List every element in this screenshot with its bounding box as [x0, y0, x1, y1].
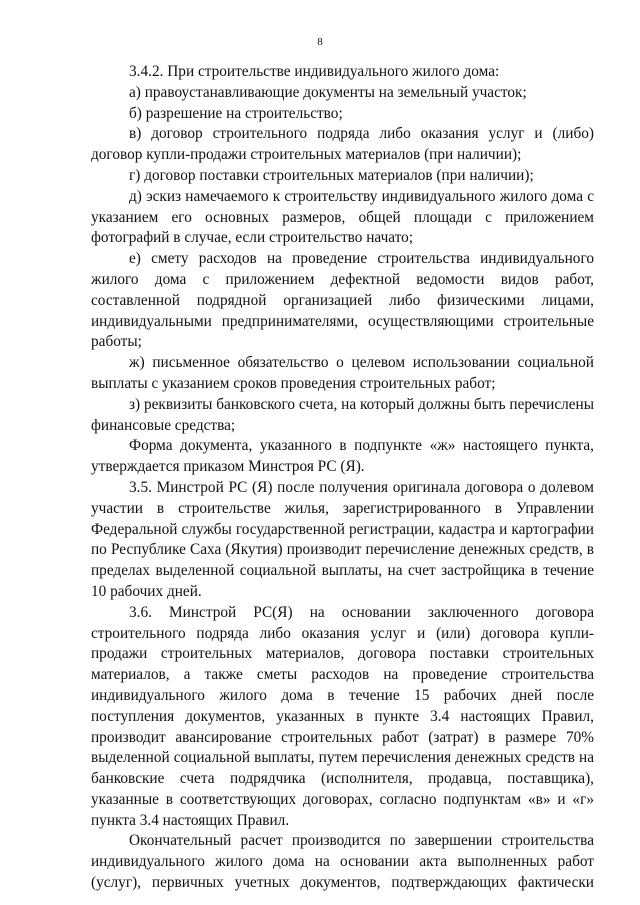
- list-item-d: д) эскиз намечаемого к строительству индивидуального жилого дома с указанием его основных размеров, общей площади с приложением фотографий в случае, если строительство начато;: [91, 187, 594, 247]
- list-item-e: е) смету расходов на проведение строительства индивидуального жилого дома с приложением дефектной ведомости видов работ, составленной подрядной организацией либо физическими лицами, индивидуальными предпринимателями, осуществляющими строительные работы;: [91, 250, 594, 351]
- list-item-v: в) договор строительного подряда либо оказания услуг и (либо) договор купли-продажи строительных материалов (при наличии);: [91, 125, 594, 164]
- page-number: 8: [317, 36, 323, 48]
- list-item-zh: ж) письменное обязательство о целевом использовании социальной выплаты с указанием сроков проведения строительных работ;: [91, 354, 594, 392]
- document-body: [91, 62, 594, 894]
- list-item-z: з) реквизиты банковского счета, на который должны быть перечислены финансовые средства;: [91, 395, 595, 434]
- paragraph-3-4-2: 3.4.2. При строительстве индивидуального жилого дома:: [129, 63, 500, 80]
- paragraph-3-5: 3.5. Минстрой РС (Я) после получения оригинала договора о долевом участии в строительстве жилья, зарегистрированного в Управлении Федеральной службы государственной регистрации, кадастра и картографии по Республике Саха (Якутия) производит перечисление денежных средств, в пределах выделенной социальной выплаты, на счет застройщика в течение 10 рабочих дней.: [91, 478, 594, 600]
- paragraph-3-6: 3.6. Минстрой РС(Я) на основании заключенного договора строительного подряда либо оказания услуг и (или) договора купли-продажи строительных материалов, договора поставки строительных материалов, а также сметы расходов на проведение строительства индивидуального жилого дома в течение 15 рабочих дней после поступления документов, указанных в пункте 3.4 настоящих Правил, производит авансирование строительных работ (затрат) в размере 70% выделенной социальной выплаты, путем перечисления денежных средств на банковские счета подрядчика (исполнителя, продавца, поставщика), указанные в соответствующих договорах, согласно подпунктам «в» и «г» пункта 3.4 настоящих Правил.: [91, 603, 594, 829]
- form-note-paragraph: Форма документа, указанного в подпункте «ж» настоящего пункта, утверждается приказом Минстроя РС (Я).: [91, 437, 594, 476]
- list-item-g: г) договор поставки строительных материалов (при наличии);: [129, 166, 534, 184]
- list-item-a: а) правоустанавливающие документы на земельный участок;: [129, 83, 527, 101]
- list-item-b: б) разрешение на строительство;: [129, 104, 343, 122]
- final-settlement-paragraph: Окончательный расчет производится по завершении строительства индивидуального жилого дома на основании акта выполненных работ (услуг), первичных учетных документов, подтверждающих фактически: [91, 832, 594, 892]
